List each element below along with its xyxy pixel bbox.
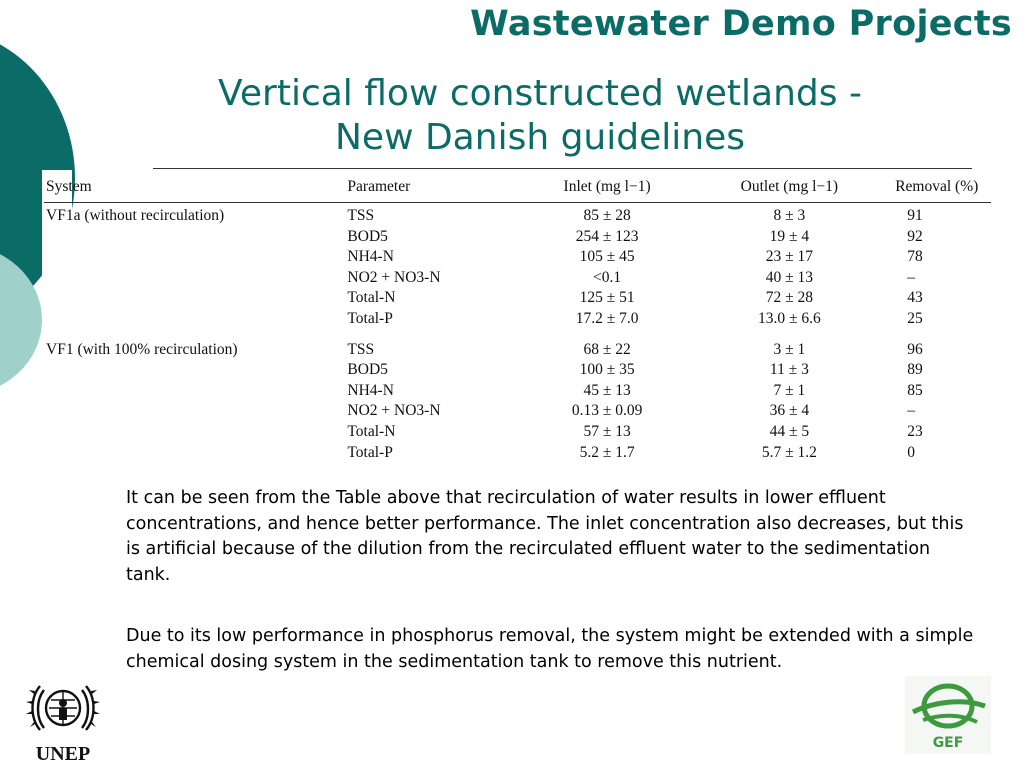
table-row — [44, 203, 991, 227]
cell-inlet: 0.13 ± 0.09 — [571, 402, 643, 420]
cell-removal: 0 — [907, 443, 915, 461]
cell-parameter: Total-P — [347, 443, 393, 461]
cell-outlet: 72 ± 28 — [765, 289, 813, 307]
cell-removal: – — [907, 268, 915, 286]
table-row — [44, 268, 991, 289]
gef-logo — [905, 676, 991, 754]
cell-parameter: TSS — [347, 207, 375, 224]
table-row — [44, 227, 991, 248]
cell-outlet: 44 ± 5 — [769, 422, 810, 440]
cell-outlet: 40 ± 13 — [765, 268, 813, 286]
table-row — [44, 309, 991, 330]
cell-system — [44, 360, 345, 381]
table-row — [44, 401, 991, 422]
cell-outlet: 5.7 ± 1.2 — [761, 443, 817, 461]
table-row — [44, 247, 991, 268]
cell-removal: 92 — [907, 227, 923, 245]
cell-parameter: BOD5 — [347, 361, 388, 379]
table-header-row — [44, 177, 991, 203]
table-row — [44, 288, 991, 309]
cell-parameter: NO2 + NO3-N — [347, 402, 441, 420]
title-divider — [153, 168, 972, 169]
cell-inlet: 254 ± 123 — [575, 227, 639, 245]
cell-parameter: BOD5 — [347, 227, 388, 245]
cell-inlet: <0.1 — [593, 268, 622, 286]
cell-system: VF1 (with 100% recirculation) — [46, 340, 238, 358]
cell-parameter: TSS — [347, 340, 375, 358]
cell-removal: 78 — [907, 248, 923, 266]
cell-inlet: 100 ± 35 — [579, 361, 635, 379]
cell-outlet: 3 ± 1 — [773, 340, 806, 358]
cell-system — [44, 247, 345, 268]
paragraph-recirculation: It can be seen from the Table above that recirculation of water results in lower effluent concentrations, and hence better performance. The inlet concentration also decreases, but this is artificial because of the dilution from the recirculated effluent water to the sedimentation tank. — [126, 488, 964, 585]
results-table — [44, 177, 991, 463]
cell-removal: 25 — [907, 309, 923, 327]
header-title: Wastewater Demo Projects — [470, 4, 1012, 44]
cell-removal: 96 — [907, 340, 923, 358]
cell-inlet: 68 ± 22 — [583, 340, 631, 358]
table-row — [44, 422, 991, 443]
cell-parameter: NO2 + NO3-N — [347, 268, 441, 286]
cell-removal: 91 — [907, 207, 923, 224]
slide-title-line-1: Vertical flow constructed wetlands - — [218, 73, 862, 114]
cell-removal: – — [907, 402, 915, 420]
cell-system — [44, 381, 345, 402]
cell-system — [44, 401, 345, 422]
cell-inlet: 17.2 ± 7.0 — [575, 309, 639, 327]
cell-outlet: 13.0 ± 6.6 — [757, 309, 821, 327]
paragraph-phosphorus: Due to its low performance in phosphorus removal, the system might be extended with a simple chemical dosing system in the sedimentation tank to remove this nutrient. — [126, 626, 974, 672]
cell-inlet: 85 ± 28 — [583, 207, 631, 224]
column-header-outlet: Outlet (mg l−1) — [686, 177, 894, 203]
cell-system — [44, 422, 345, 443]
cell-system — [44, 227, 345, 248]
column-header-inlet: Inlet (mg l−1) — [529, 177, 686, 203]
cell-inlet: 105 ± 45 — [579, 248, 635, 266]
table-row — [44, 360, 991, 381]
cell-inlet: 45 ± 13 — [583, 381, 631, 399]
slide-title — [150, 72, 930, 160]
cell-inlet: 125 ± 51 — [579, 289, 635, 307]
cell-system — [44, 309, 345, 330]
cell-outlet: 23 ± 17 — [765, 248, 813, 266]
column-header-removal: Removal (%) — [893, 177, 991, 203]
column-header-parameter: Parameter — [345, 177, 528, 203]
slide-title-line-2: New Danish guidelines — [335, 117, 745, 158]
cell-parameter: NH4-N — [347, 381, 394, 399]
cell-parameter: Total-P — [347, 309, 393, 327]
cell-inlet: 57 ± 13 — [583, 422, 631, 440]
cell-outlet: 7 ± 1 — [773, 381, 806, 399]
cell-system — [44, 268, 345, 289]
unep-logo-text: UNEP — [35, 743, 91, 764]
cell-outlet: 11 ± 3 — [769, 361, 809, 379]
cell-system — [44, 288, 345, 309]
cell-outlet: 19 ± 4 — [769, 227, 810, 245]
table-body — [44, 203, 991, 464]
cell-system: VF1a (without recirculation) — [46, 207, 225, 224]
cell-removal: 43 — [907, 289, 923, 307]
column-header-system: System — [44, 177, 345, 203]
cell-removal: 23 — [907, 422, 923, 440]
unep-logo — [24, 674, 102, 764]
cell-removal: 89 — [907, 361, 923, 379]
cell-inlet: 5.2 ± 1.7 — [579, 443, 635, 461]
table-row — [44, 381, 991, 402]
cell-parameter: Total-N — [347, 422, 396, 440]
cell-outlet: 8 ± 3 — [773, 207, 806, 224]
cell-parameter: Total-N — [347, 289, 396, 307]
table-row — [44, 330, 991, 361]
cell-parameter: NH4-N — [347, 248, 394, 266]
table-row — [44, 443, 991, 464]
cell-removal: 85 — [907, 381, 923, 399]
cell-system — [44, 443, 345, 464]
cell-outlet: 36 ± 4 — [769, 402, 810, 420]
gef-logo-text: GEF — [932, 735, 964, 751]
